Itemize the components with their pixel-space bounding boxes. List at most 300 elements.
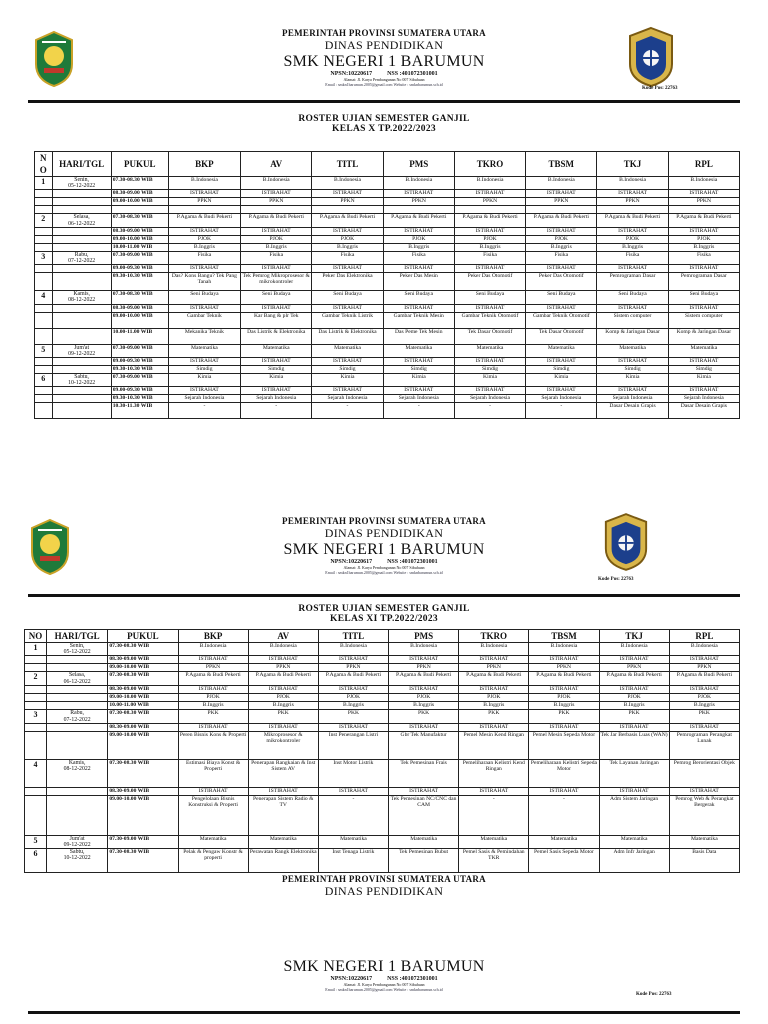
subject-cell: ISTIRAHAT: [168, 387, 240, 395]
subject-cell: P.Agama & Budi Pekerti: [168, 214, 240, 227]
nss: NSS :401072301001: [387, 559, 438, 565]
subject-cell: P.Agama & Budi Pekerti: [241, 214, 312, 227]
subject-cell: PPKN: [599, 664, 669, 672]
subject-cell: ISTIRAHAT: [383, 304, 454, 312]
column-header: NO: [25, 630, 47, 643]
time-cell: 07.30-09.00 WIB: [111, 344, 168, 357]
day-date-cell: [52, 206, 111, 214]
subject-cell: P.Agama & Budi Pekerti: [526, 214, 597, 227]
subject-cell: [383, 206, 454, 214]
time-cell: 08.30-09.00 WIB: [108, 656, 178, 664]
subject-cell: B.Indonesia: [668, 177, 739, 190]
day-number-cell: 5: [35, 344, 53, 357]
subject-cell: P.Agama & Budi Pekerti: [389, 672, 459, 686]
table-row: [25, 702, 740, 710]
subject-cell: -: [312, 403, 383, 419]
time-cell: 09.30-10.30 WIB: [111, 395, 168, 403]
subject-cell: PKK: [599, 710, 669, 723]
subject-cell: ISTIRAHAT: [312, 387, 383, 395]
subject-cell: Pemel Sasis & Pemindahan TKR: [459, 849, 529, 873]
subject-cell: ISTIRAHAT: [248, 787, 318, 795]
subject-cell: Seni Budaya: [312, 291, 383, 304]
table-header-row: [35, 152, 740, 177]
subject-cell: PKK: [178, 710, 248, 723]
day-date-cell: [46, 787, 107, 795]
subject-cell: Matematika: [389, 835, 459, 848]
subject-cell: ISTIRAHAT: [383, 227, 454, 235]
subject-cell: P.Agama & Budi Pekerti: [669, 672, 739, 686]
letterhead-contact: Email : smkn1barumun.2005@gmail.com Website : smknbarumun.sch.id: [325, 987, 443, 992]
subject-cell: PPKN: [312, 198, 383, 206]
subject-cell: -: [454, 403, 525, 419]
subject-cell: Pemrograman Dasar: [668, 273, 739, 291]
subject-cell: Das? Kons Bangu? Tek Pang Tanah: [168, 273, 240, 291]
day-number-cell: 4: [25, 759, 47, 787]
subject-cell: Komp & Jaringan Dasar: [668, 328, 739, 344]
subject-cell: Simdig: [597, 366, 668, 374]
day-number-cell: [35, 304, 53, 312]
time-cell: 07.30-09.00 WIB: [111, 374, 168, 387]
subject-cell: Simdig: [241, 366, 312, 374]
day-date-cell: [46, 686, 107, 694]
table-row: [25, 710, 740, 723]
subject-cell: ISTIRAHAT: [241, 265, 312, 273]
day-date-cell: Senin, 05-12-2022: [52, 177, 111, 190]
subject-cell: ISTIRAHAT: [248, 686, 318, 694]
time-cell: 09.00-10.00 WIB: [111, 312, 168, 328]
subject-cell: B.Indonesia: [241, 177, 312, 190]
time-cell: 07.30-08.30 WIB: [108, 849, 178, 873]
table-row: [25, 835, 740, 848]
subject-cell: PJOK: [668, 235, 739, 243]
day-number-cell: [35, 265, 53, 273]
day-number-cell: [35, 387, 53, 395]
day-number-cell: 2: [35, 214, 53, 227]
subject-cell: B.Indonesia: [454, 177, 525, 190]
npsn: NPSN:10220617: [330, 559, 373, 565]
subject-cell: ISTIRAHAT: [318, 656, 388, 664]
subject-cell: B.Inggris: [178, 702, 248, 710]
subject-cell: P.Agama & Budi Pekerti: [383, 214, 454, 227]
subject-cell: B.Indonesia: [178, 643, 248, 656]
subject-cell: PPKN: [241, 198, 312, 206]
subject-cell: PJOK: [454, 235, 525, 243]
subject-cell: Simdig: [526, 366, 597, 374]
subject-cell: B.Indonesia: [168, 177, 240, 190]
subject-cell: ISTIRAHAT: [599, 723, 669, 731]
subject-cell: P.Agama & Budi Pekerti: [312, 214, 383, 227]
roster-title: ROSTER UJIAN SEMESTER GANJIL: [298, 114, 470, 124]
subject-cell: B.Inggris: [526, 243, 597, 251]
time-cell: 10.00-11.00 WIB: [111, 328, 168, 344]
subject-cell: Pemel Mesin Sepeda Motor: [529, 731, 599, 759]
subject-cell: ISTIRAHAT: [459, 723, 529, 731]
column-header: RPL: [669, 630, 739, 643]
nss: NSS :401072301001: [387, 976, 438, 982]
letterhead-rule: [28, 1011, 740, 1014]
subject-cell: Matematika: [454, 344, 525, 357]
subject-cell: Tek Dasar Otomotif: [526, 328, 597, 344]
subject-cell: PKK: [389, 710, 459, 723]
subject-cell: Matematika: [529, 835, 599, 848]
subject-cell: B.Indonesia: [459, 643, 529, 656]
subject-cell: [241, 206, 312, 214]
day-date-cell: [46, 694, 107, 702]
subject-cell: PJOK: [529, 694, 599, 702]
subject-cell: -: [526, 403, 597, 419]
day-number-cell: 5: [25, 835, 47, 848]
subject-cell: P.Agama & Budi Pekerti: [599, 672, 669, 686]
subject-cell: ISTIRAHAT: [529, 787, 599, 795]
subject-cell: Peker Das Otomotif: [526, 273, 597, 291]
subject-cell: Seni Budaya: [526, 291, 597, 304]
subject-cell: ISTIRAHAT: [318, 686, 388, 694]
subject-cell: ISTIRAHAT: [241, 387, 312, 395]
table-row: [25, 672, 740, 686]
column-header: HARI/TGL: [46, 630, 107, 643]
subject-cell: Sejarah Indonesia: [241, 395, 312, 403]
subject-cell: ISTIRAHAT: [168, 304, 240, 312]
table-row: [35, 387, 740, 395]
subject-cell: Matematika: [312, 344, 383, 357]
subject-cell: PJOK: [597, 235, 668, 243]
subject-cell: Tek Pemesinan NC/CNC dan CAM: [389, 795, 459, 835]
subject-cell: Mikroprosesor & mikrokontroler: [248, 731, 318, 759]
subject-cell: Peren Bisnis Kons & Properti: [178, 731, 248, 759]
day-date-cell: [52, 312, 111, 328]
subject-cell: ISTIRAHAT: [597, 387, 668, 395]
time-cell: 10.00-11.00 WIB: [108, 702, 178, 710]
subject-cell: PJOK: [168, 235, 240, 243]
letterhead-contact: Email : smkn1barumun.2005@gmail.com Website : smknbarumun.sch.id: [325, 82, 443, 87]
day-date-cell: Kamis, 08-12-2022: [52, 291, 111, 304]
subject-cell: Kimia: [668, 374, 739, 387]
table-row: [35, 291, 740, 304]
time-cell: 09.00-10.00 WIB: [108, 694, 178, 702]
time-cell: 07.30-08.30 WIB: [108, 672, 178, 686]
subject-cell: PJOK: [526, 235, 597, 243]
table-row: [35, 344, 740, 357]
subject-cell: PPKN: [597, 198, 668, 206]
table-row: [35, 374, 740, 387]
subject-cell: ISTIRAHAT: [529, 656, 599, 664]
subject-cell: Pemel Sasis Sepeda Motor: [529, 849, 599, 873]
table-row: [25, 686, 740, 694]
subject-cell: B.Inggris: [599, 702, 669, 710]
npsn: NPSN:10220617: [330, 71, 373, 77]
time-cell: 07.30-08.30 WIB: [111, 177, 168, 190]
time-cell: 09.00-09.30 WIB: [111, 265, 168, 273]
subject-cell: ISTIRAHAT: [168, 227, 240, 235]
subject-cell: Adm Sistem Jaringan: [599, 795, 669, 835]
subject-cell: Matematika: [597, 344, 668, 357]
subject-cell: B.Indonesia: [312, 177, 383, 190]
subject-cell: ISTIRAHAT: [529, 723, 599, 731]
subject-cell: ISTIRAHAT: [597, 304, 668, 312]
subject-cell: ISTIRAHAT: [178, 787, 248, 795]
subject-cell: Pengelolaan Bisnis Konstruksi & Properti: [178, 795, 248, 835]
subject-cell: PPKN: [529, 664, 599, 672]
subject-cell: Matematika: [178, 835, 248, 848]
postal-code: Kode Pos: 22763: [642, 86, 678, 91]
subject-cell: P.Agama & Budi Pekerti: [529, 672, 599, 686]
subject-cell: ISTIRAHAT: [597, 190, 668, 198]
day-number-cell: [25, 686, 47, 694]
column-header: PMS: [389, 630, 459, 643]
subject-cell: Sejarah Indonesia: [383, 395, 454, 403]
subject-cell: B.Indonesia: [383, 177, 454, 190]
subject-cell: ISTIRAHAT: [669, 686, 739, 694]
table-row: [35, 214, 740, 227]
subject-cell: Pemeliharaan Kelistri Kend Ringan: [459, 759, 529, 787]
subject-cell: ISTIRAHAT: [312, 190, 383, 198]
column-header: PUKUL: [108, 630, 178, 643]
day-date-cell: [52, 328, 111, 344]
time-cell: [111, 206, 168, 214]
subject-cell: PJOK: [312, 235, 383, 243]
subject-cell: Matematika: [383, 344, 454, 357]
subject-cell: Inst Penerangan Listri: [318, 731, 388, 759]
subject-cell: PPKN: [178, 664, 248, 672]
day-date-cell: Selasa, 06-12-2022: [46, 672, 107, 686]
subject-cell: PJOK: [241, 235, 312, 243]
column-header: TBSM: [529, 630, 599, 643]
subject-cell: -: [168, 403, 240, 419]
letterhead-rule: [28, 100, 740, 103]
letterhead-school-name: SMK NEGERI 1 BARUMUN: [283, 541, 485, 558]
day-number-cell: [25, 723, 47, 731]
day-number-cell: 6: [25, 849, 47, 873]
subject-cell: Seni Budaya: [454, 291, 525, 304]
day-date-cell: [52, 235, 111, 243]
subject-cell: ISTIRAHAT: [389, 723, 459, 731]
day-number-cell: [35, 198, 53, 206]
subject-cell: B.Inggris: [669, 702, 739, 710]
subject-cell: Dasar Desain Grapis: [668, 403, 739, 419]
subject-cell: Kimia: [241, 374, 312, 387]
subject-cell: Sejarah Indonesia: [526, 395, 597, 403]
column-header: BKP: [168, 152, 240, 177]
day-number-cell: [35, 358, 53, 366]
day-number-cell: [35, 273, 53, 291]
subject-cell: ISTIRAHAT: [383, 358, 454, 366]
subject-cell: ISTIRAHAT: [454, 227, 525, 235]
time-cell: 07.30-09.00 WIB: [111, 251, 168, 264]
day-date-cell: Kamis, 08-12-2022: [46, 759, 107, 787]
subject-cell: Fisika: [526, 251, 597, 264]
subject-cell: Seni Budaya: [383, 291, 454, 304]
subject-cell: Fisika: [597, 251, 668, 264]
table-row: [35, 328, 740, 344]
subject-cell: Kimia: [168, 374, 240, 387]
subject-cell: PJOK: [178, 694, 248, 702]
subject-cell: Simdig: [454, 366, 525, 374]
time-cell: 08.30-09.00 WIB: [108, 787, 178, 795]
subject-cell: ISTIRAHAT: [454, 387, 525, 395]
subject-cell: ISTIRAHAT: [241, 304, 312, 312]
subject-cell: Simdig: [668, 366, 739, 374]
column-header: PMS: [383, 152, 454, 177]
subject-cell: [168, 206, 240, 214]
subject-cell: ISTIRAHAT: [459, 686, 529, 694]
subject-cell: ISTIRAHAT: [318, 787, 388, 795]
table-row: [25, 731, 740, 759]
subject-cell: ISTIRAHAT: [668, 387, 739, 395]
subject-cell: Simdig: [168, 366, 240, 374]
subject-cell: Gambar Teknik: [168, 312, 240, 328]
table-row: [35, 198, 740, 206]
table-row: [25, 787, 740, 795]
subject-cell: ISTIRAHAT: [459, 787, 529, 795]
day-number-cell: [35, 312, 53, 328]
subject-cell: B.Indonesia: [248, 643, 318, 656]
subject-cell: ISTIRAHAT: [248, 656, 318, 664]
roster-title-x: [0, 114, 768, 134]
subject-cell: [312, 206, 383, 214]
day-date-cell: [46, 731, 107, 759]
subject-cell: ISTIRAHAT: [168, 265, 240, 273]
day-date-cell: [52, 387, 111, 395]
subject-cell: Perawatan Rangk Elektronika: [248, 849, 318, 873]
subject-cell: Pemrograman Perangkat Lunak: [669, 731, 739, 759]
subject-cell: ISTIRAHAT: [526, 190, 597, 198]
letterhead-school-name: SMK NEGERI 1 BARUMUN: [283, 53, 485, 70]
subject-cell: ISTIRAHAT: [599, 656, 669, 664]
subject-cell: B.Inggris: [383, 243, 454, 251]
column-header: TBSM: [526, 152, 597, 177]
subject-cell: Mekanika Teknik: [168, 328, 240, 344]
subject-cell: Sejarah Indonesia: [597, 395, 668, 403]
npsn: NPSN:10220617: [330, 976, 373, 982]
table-row: [35, 227, 740, 235]
subject-cell: -: [383, 403, 454, 419]
subject-cell: ISTIRAHAT: [383, 265, 454, 273]
day-number-cell: [25, 656, 47, 664]
day-number-cell: 3: [35, 251, 53, 264]
table-row: [25, 656, 740, 664]
day-date-cell: [46, 664, 107, 672]
time-cell: 09.00-10.00 WIB: [108, 664, 178, 672]
table-row: [35, 177, 740, 190]
letterhead-address: Alamat: Jl. Karya Pembangunan No 007 Sibuhuan: [343, 982, 425, 987]
table-row: [35, 265, 740, 273]
postal-code: Kode Pos: 22763: [598, 577, 634, 582]
column-header: AV: [241, 152, 312, 177]
subject-cell: ISTIRAHAT: [312, 227, 383, 235]
day-number-cell: 1: [35, 177, 53, 190]
subject-cell: Fisika: [668, 251, 739, 264]
roster-subtitle: KELAS X TP.2022/2023: [332, 124, 436, 134]
day-date-cell: [52, 198, 111, 206]
subject-cell: PJOK: [383, 235, 454, 243]
subject-cell: Fisika: [454, 251, 525, 264]
schedule-table-kelas-x: [34, 151, 740, 419]
subject-cell: Gambar Teknik Otomotif: [454, 312, 525, 328]
column-header: TKJ: [599, 630, 669, 643]
letterhead-address: Alamat: Jl. Karya Pembangunan No 007 Sibuhuan: [343, 565, 425, 570]
subject-cell: PKK: [248, 710, 318, 723]
subject-cell: ISTIRAHAT: [526, 387, 597, 395]
letterhead: [0, 28, 768, 87]
letterhead-repeat: [0, 874, 768, 899]
subject-cell: ISTIRAHAT: [597, 265, 668, 273]
subject-cell: -: [529, 795, 599, 835]
subject-cell: ISTIRAHAT: [597, 227, 668, 235]
time-cell: 09.00-10.00 WIB: [108, 795, 178, 835]
roster-title-xi: [0, 604, 768, 624]
subject-cell: Sejarah Indonesia: [668, 395, 739, 403]
subject-cell: Tek Pemesinan Frais: [389, 759, 459, 787]
subject-cell: Dasar Desain Grapis: [597, 403, 668, 419]
day-number-cell: [35, 206, 53, 214]
subject-cell: ISTIRAHAT: [389, 787, 459, 795]
subject-cell: PJOK: [318, 694, 388, 702]
table-row: [35, 358, 740, 366]
subject-cell: B.Indonesia: [526, 177, 597, 190]
subject-cell: Basis Data: [669, 849, 739, 873]
subject-cell: PPKN: [668, 198, 739, 206]
roster-title: ROSTER UJIAN SEMESTER GANJIL: [298, 604, 470, 614]
subject-cell: PPKN: [669, 664, 739, 672]
subject-cell: Pemeliharaan Kelistri Sepeda Motor: [529, 759, 599, 787]
table-row: [25, 759, 740, 787]
subject-cell: B.Inggris: [168, 243, 240, 251]
subject-cell: Sistem computer: [668, 312, 739, 328]
subject-cell: ISTIRAHAT: [668, 304, 739, 312]
subject-cell: Matematika: [668, 344, 739, 357]
day-date-cell: [52, 243, 111, 251]
subject-cell: ISTIRAHAT: [312, 358, 383, 366]
subject-cell: Penerapan Sistem Radio & TV: [248, 795, 318, 835]
subject-cell: ISTIRAHAT: [389, 656, 459, 664]
time-cell: 07.30-09.00 WIB: [108, 835, 178, 848]
subject-cell: PPKN: [383, 198, 454, 206]
subject-cell: P.Agama & Budi Pekerti: [459, 672, 529, 686]
day-number-cell: [35, 328, 53, 344]
day-number-cell: [25, 787, 47, 795]
subject-cell: ISTIRAHAT: [241, 190, 312, 198]
subject-cell: Pemrog Berorientasi Objek: [669, 759, 739, 787]
subject-cell: B.Inggris: [459, 702, 529, 710]
day-date-cell: [46, 795, 107, 835]
nss: NSS :401072301001: [387, 71, 438, 77]
day-number-cell: 6: [35, 374, 53, 387]
table-row: [35, 273, 740, 291]
column-header: TKRO: [454, 152, 525, 177]
subject-cell: PPKN: [168, 198, 240, 206]
day-date-cell: Selasa, 06-12-2022: [52, 214, 111, 227]
subject-cell: Seni Budaya: [168, 291, 240, 304]
column-header: TKRO: [459, 630, 529, 643]
subject-cell: ISTIRAHAT: [459, 656, 529, 664]
day-date-cell: Jum'at 09-12-2022: [52, 344, 111, 357]
subject-cell: B.Indonesia: [318, 643, 388, 656]
day-date-cell: [52, 190, 111, 198]
subject-cell: ISTIRAHAT: [526, 227, 597, 235]
table-row: [35, 251, 740, 264]
subject-cell: ISTIRAHAT: [668, 227, 739, 235]
subject-cell: -: [241, 403, 312, 419]
day-number-cell: [35, 243, 53, 251]
table-row: [25, 643, 740, 656]
subject-cell: Pelak & Pengaw Konstr & properti: [178, 849, 248, 873]
subject-cell: Komp & Jaringan Dasar: [597, 328, 668, 344]
subject-cell: ISTIRAHAT: [178, 723, 248, 731]
subject-cell: B.Inggris: [529, 702, 599, 710]
subject-cell: ISTIRAHAT: [669, 723, 739, 731]
subject-cell: ISTIRAHAT: [168, 358, 240, 366]
subject-cell: B.Inggris: [318, 702, 388, 710]
